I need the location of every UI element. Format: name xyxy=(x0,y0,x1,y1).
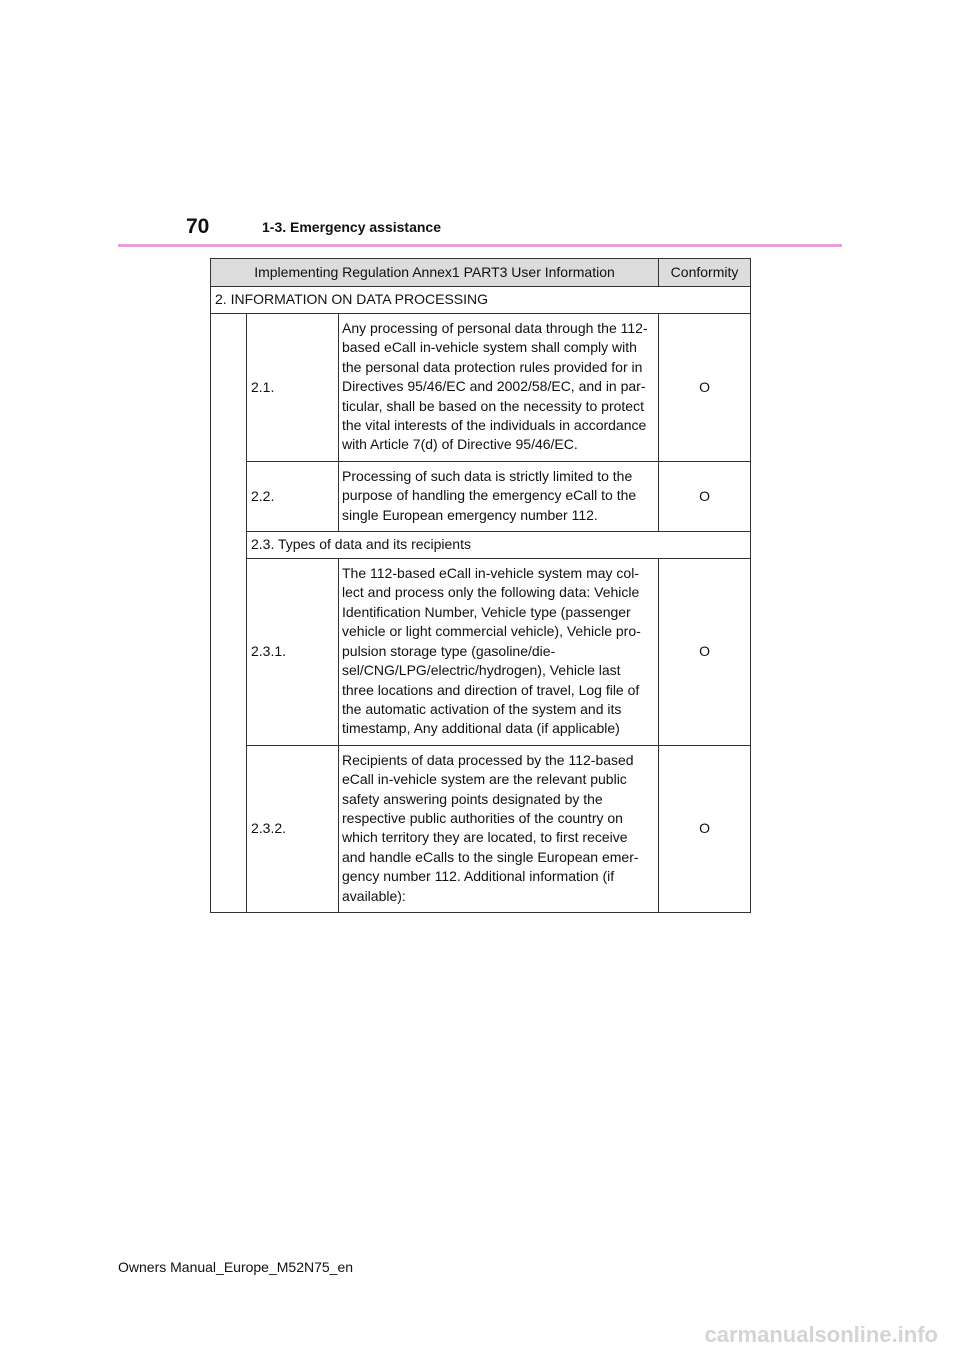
row-conformity: O xyxy=(659,745,751,912)
table-row xyxy=(211,745,751,912)
header-divider xyxy=(118,244,842,247)
table-header-row xyxy=(211,259,751,287)
page-number: 70 xyxy=(186,215,210,238)
watermark: carmanualsonline.info xyxy=(704,1322,938,1347)
row-number: 2.3.2. xyxy=(247,745,339,912)
table-row xyxy=(211,559,751,746)
regulation-table xyxy=(210,258,751,913)
section-heading: 2. INFORMATION ON DATA PROCESSING xyxy=(211,287,751,314)
manual-identifier: Owners Manual_Europe_M52N75_en xyxy=(118,1259,354,1275)
row-number: 2.2. xyxy=(247,461,339,531)
column-header-user-information: Implementing Regulation Annex1 PART3 User Information xyxy=(211,259,659,287)
section-heading-row xyxy=(211,287,751,314)
row-conformity: O xyxy=(659,559,751,746)
column-header-conformity: Conformity xyxy=(659,259,751,287)
row-text: Any processing of personal data through the 112-based eCall in-vehicle system shall comply with the personal data protection rules provided for in Directives 95/46/EC and 2002/58/EC, and in par-ticular, shall be based on the necessity to protect the vital interests of the individuals in accordance with Article 7(d) of Directive 95/46/EC. xyxy=(339,314,659,462)
row-number: 2.3.1. xyxy=(247,559,339,746)
table-row xyxy=(211,461,751,531)
table-row xyxy=(211,314,751,462)
sub-heading: 2.3. Types of data and its recipients xyxy=(247,532,751,559)
row-conformity: O xyxy=(659,461,751,531)
row-number: 2.1. xyxy=(247,314,339,462)
sub-heading-row xyxy=(211,532,751,559)
row-text: Processing of such data is strictly limited to the purpose of handling the emergency eCall to the single European emergency number 112. xyxy=(339,461,659,531)
section-title: 1-3. Emergency assistance xyxy=(262,219,441,235)
row-text: Recipients of data processed by the 112-based eCall in-vehicle system are the relevant public safety answering points designated by the respective public authorities of the country on which territory they are located, to first receive and handle eCalls to the single European emer-gency number 112. Additional information (if available): xyxy=(339,745,659,912)
row-conformity: O xyxy=(659,314,751,462)
indent-cell xyxy=(211,314,247,913)
row-text: The 112-based eCall in-vehicle system may col-lect and process only the following data: Vehicle Identification Number, Vehicle type (passenger vehicle or light commercial vehicle), Vehicle pro-pulsion storage type (gasoline/die-sel/CNG/LPG/electric/hydrogen), Vehicle last three locations and direction of travel, Log file of the automatic activation of the system and its timestamp, Any additional data (if applicable) xyxy=(339,559,659,746)
